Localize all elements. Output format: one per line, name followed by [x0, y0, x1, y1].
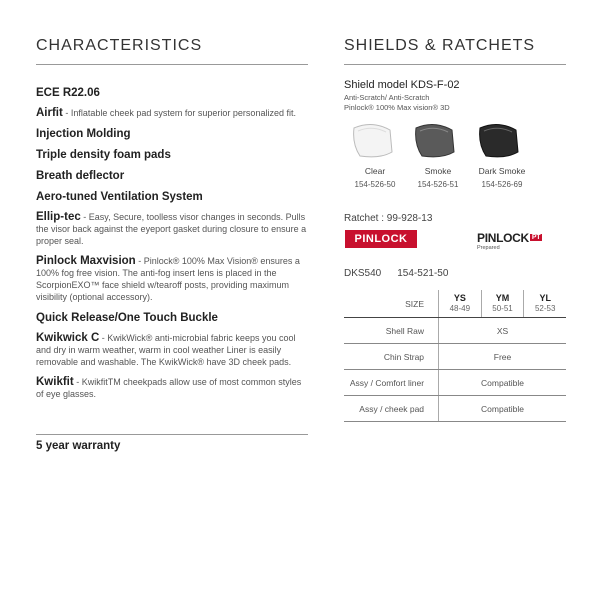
feature-kwikwick [36, 332, 308, 368]
visor-dark-smoke-image [476, 122, 520, 160]
row-label: Shell Raw [344, 318, 439, 344]
size-yl [524, 290, 566, 318]
size-ym-range: 50-51 [492, 304, 513, 313]
characteristics-title: CHARACTERISTICS [36, 37, 203, 54]
pinlock-pt-word: PINLOCK [477, 231, 529, 245]
row-value: Compatible [439, 396, 566, 422]
pinlock-logo: PINLOCK [345, 230, 417, 248]
visor-dark-smoke-name: Dark Smoke [478, 166, 526, 176]
size-yl-code: YL [539, 293, 551, 303]
row-label: Chin Strap [344, 344, 439, 370]
size-ym-code: YM [495, 293, 510, 303]
visor-clear-name: Clear [364, 166, 386, 176]
feature-breath: Breath deflector [36, 170, 125, 182]
row-label: Assy / Comfort liner [344, 370, 439, 396]
visor-smoke-image [412, 122, 456, 160]
size-ys-range: 48-49 [449, 304, 471, 313]
row-label: Assy / cheek pad [344, 396, 439, 422]
table-row [344, 396, 566, 422]
row-value: Free [439, 344, 566, 370]
size-table [344, 290, 566, 422]
row-value: XS [439, 318, 566, 344]
visor-clear-code: 154-526-50 [354, 180, 396, 189]
dks-code: 154-521-50 [397, 268, 449, 279]
feature-list [36, 86, 308, 408]
visor-dark-smoke-code: 154-526-69 [481, 180, 523, 189]
size-ys-code: YS [453, 293, 466, 303]
visor-smoke-name: Smoke [424, 166, 452, 176]
feature-elliptec [36, 211, 308, 247]
feature-elliptec-desc: - Easy, Secure, toolless visor changes in seconds. Pulls the visor back against the eyeport gasket during closure to ensure a proper seal. [36, 212, 307, 246]
feature-buckle: Quick Release/One Touch Buckle [36, 312, 218, 324]
pinlock-pt-tag: PT [531, 234, 541, 241]
warranty-divider [36, 434, 308, 435]
feature-ece: ECE R22.06 [36, 87, 100, 99]
size-label: SIZE [344, 290, 439, 318]
feature-kwikwick-desc: - KwikWick® anti-microbial fabric keeps you cool and dry in warm weather, warm in cool weather Liner is easily removable and washable. The KwikWick® have 3D cheek pads. [36, 333, 296, 367]
left-divider [36, 64, 308, 65]
size-yl-range: 52-53 [534, 304, 556, 313]
dks-line [344, 268, 448, 279]
warranty-text: 5 year warranty [36, 440, 121, 452]
table-row [344, 344, 566, 370]
ratchet-label: Ratchet : 99-928-13 [344, 213, 433, 224]
feature-elliptec-name: Ellip-tec [36, 211, 81, 223]
feature-kwikfit-desc: - KwikfitTM cheekpads allow use of most common styles of eye glasses. [36, 377, 302, 399]
feature-ventilation: Aero-tuned Ventilation System [36, 191, 203, 203]
feature-airfit-name: Airfit [36, 107, 63, 119]
feature-injection: Injection Molding [36, 128, 131, 140]
table-row [344, 318, 566, 344]
shield-model: Shield model KDS-F-02 [344, 79, 460, 91]
feature-pinlock [36, 255, 308, 303]
pinlock-pt-logo [477, 231, 542, 245]
pinlock-prepared: Prepared [477, 245, 500, 251]
visor-clear-image [350, 122, 394, 160]
table-row [344, 370, 566, 396]
feature-airfit [36, 107, 308, 119]
size-ym [481, 290, 524, 318]
feature-pinlock-name: Pinlock Maxvision [36, 255, 136, 267]
shield-sub-2: Pinlock® 100% Max vision® 3D [344, 103, 450, 112]
size-ys [439, 290, 482, 318]
feature-airfit-desc: - Inflatable cheek pad system for superior personalized fit. [62, 108, 296, 118]
feature-kwikwick-name: Kwikwick C [36, 332, 100, 344]
dks-label: DKS540 [344, 268, 382, 279]
feature-kwikfit [36, 376, 308, 400]
row-value: Compatible [439, 370, 566, 396]
shield-sub-1: Anti-Scratch/ Anti-Scratch [344, 93, 430, 102]
feature-pinlock-desc: - Pinlock® 100% Max Vision® ensures a 100% fog free vision. The anti-fog insert lens is placed in the ScorpionEXO™ face shield w/tearoff posts, providing maximum visibility (optional accessory). [36, 256, 300, 302]
size-header-row [344, 290, 566, 318]
visor-smoke-code: 154-526-51 [417, 180, 459, 189]
shields-title: SHIELDS & RATCHETS [344, 37, 536, 54]
feature-kwikfit-name: Kwikfit [36, 376, 74, 388]
right-divider [344, 64, 566, 65]
feature-foam: Triple density foam pads [36, 149, 171, 161]
